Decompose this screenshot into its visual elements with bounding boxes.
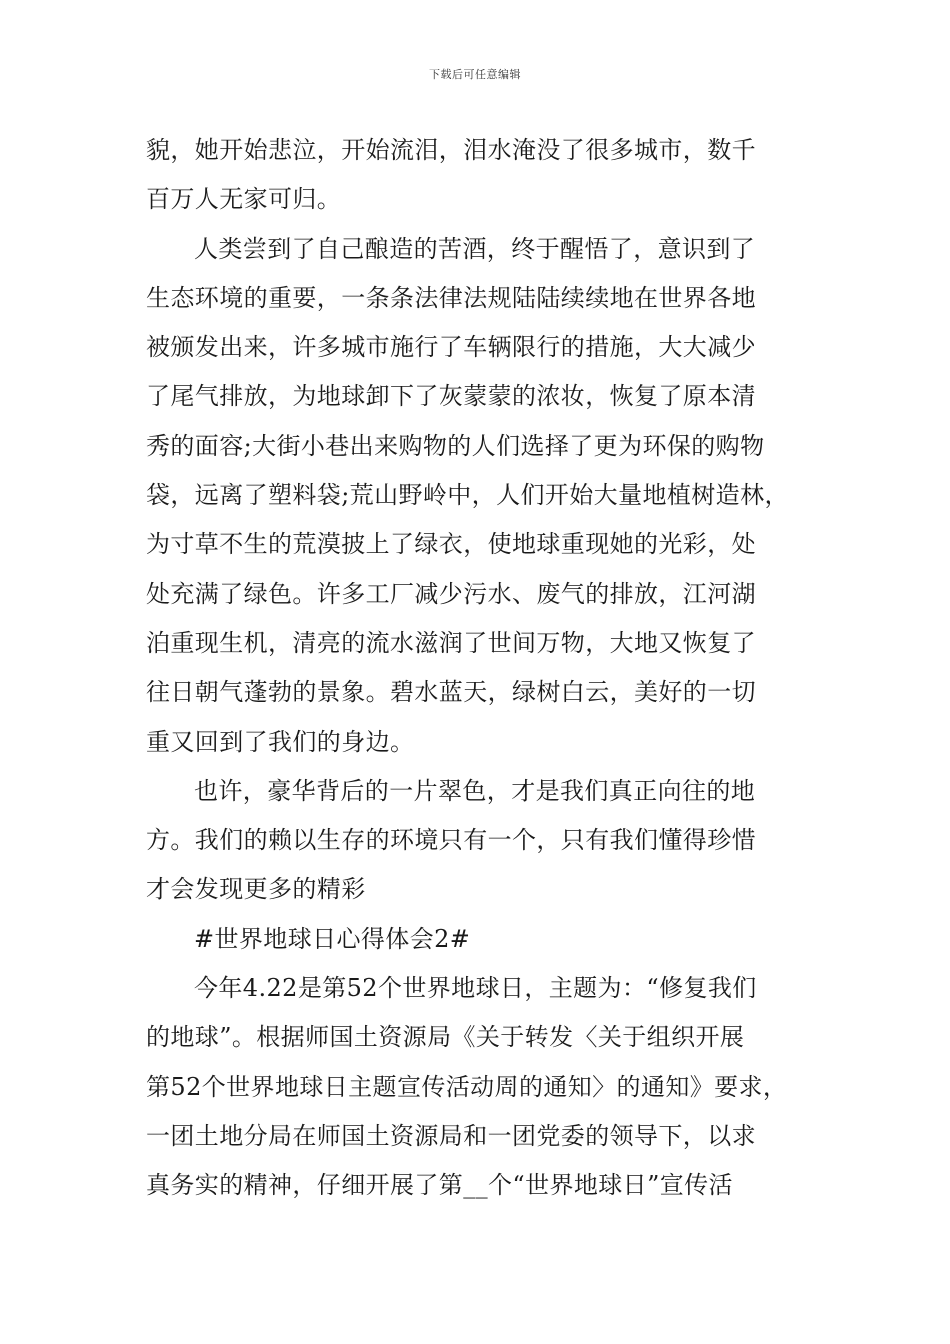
- section-heading: #世界地球日心得体会2#: [194, 924, 471, 953]
- paragraph-4: 今年4.22是第52个世界地球日，主题为：“修复我们 的地球”。根据师国土资源局《关于转发〈关于组织开展 第52个世界地球日主题宣传活动周的通知〉的通知》要求， 一团土地分局在师国土资源局和一团党委的领导下，以求 真务实的精神，仔细开展了第__个“世界地球日”宣传活: [146, 974, 788, 1200]
- paragraph-1: 貌，她开始悲泣，开始流泪，泪水淹没了很多城市，数千 百万人无家可归。: [146, 136, 756, 214]
- paragraph-3: 也许，豪华背后的一片翠色，才是我们真正向往的地 方。我们的赖以生存的环境只有一个，只有我们懂得珍惜 才会发现更多的精彩: [146, 776, 756, 904]
- document-body: [146, 126, 814, 1211]
- page-header: 下载后可任意编辑: [429, 68, 521, 81]
- paragraph-2: 人类尝到了自己酿造的苦酒，终于醒悟了，意识到了 生态环境的重要，一条条法律法规陆陆续续地在世界各地 被颁发出来，许多城市施行了车辆限行的措施，大大减少 了尾气排放，为地球卸下了灰蒙蒙的浓妆，恢复了原本清 秀的面容;大街小巷出来购物的人们选择了更为环保的购物 袋，远离了塑料袋;荒山野岭中，人们开始大量地植树造林， 为寸草不生的荒漠披上了绿衣，使地球重现她的光彩，处 处充满了绿色。许多工厂减少污水、废气的排放，江河湖 泊重现生机，清亮的流水滋润了世间万物，大地又恢复了 往日朝气蓬勃的景象。碧水蓝天，绿树白云，美好的一切 重又回到了我们的身边。: [146, 234, 789, 756]
